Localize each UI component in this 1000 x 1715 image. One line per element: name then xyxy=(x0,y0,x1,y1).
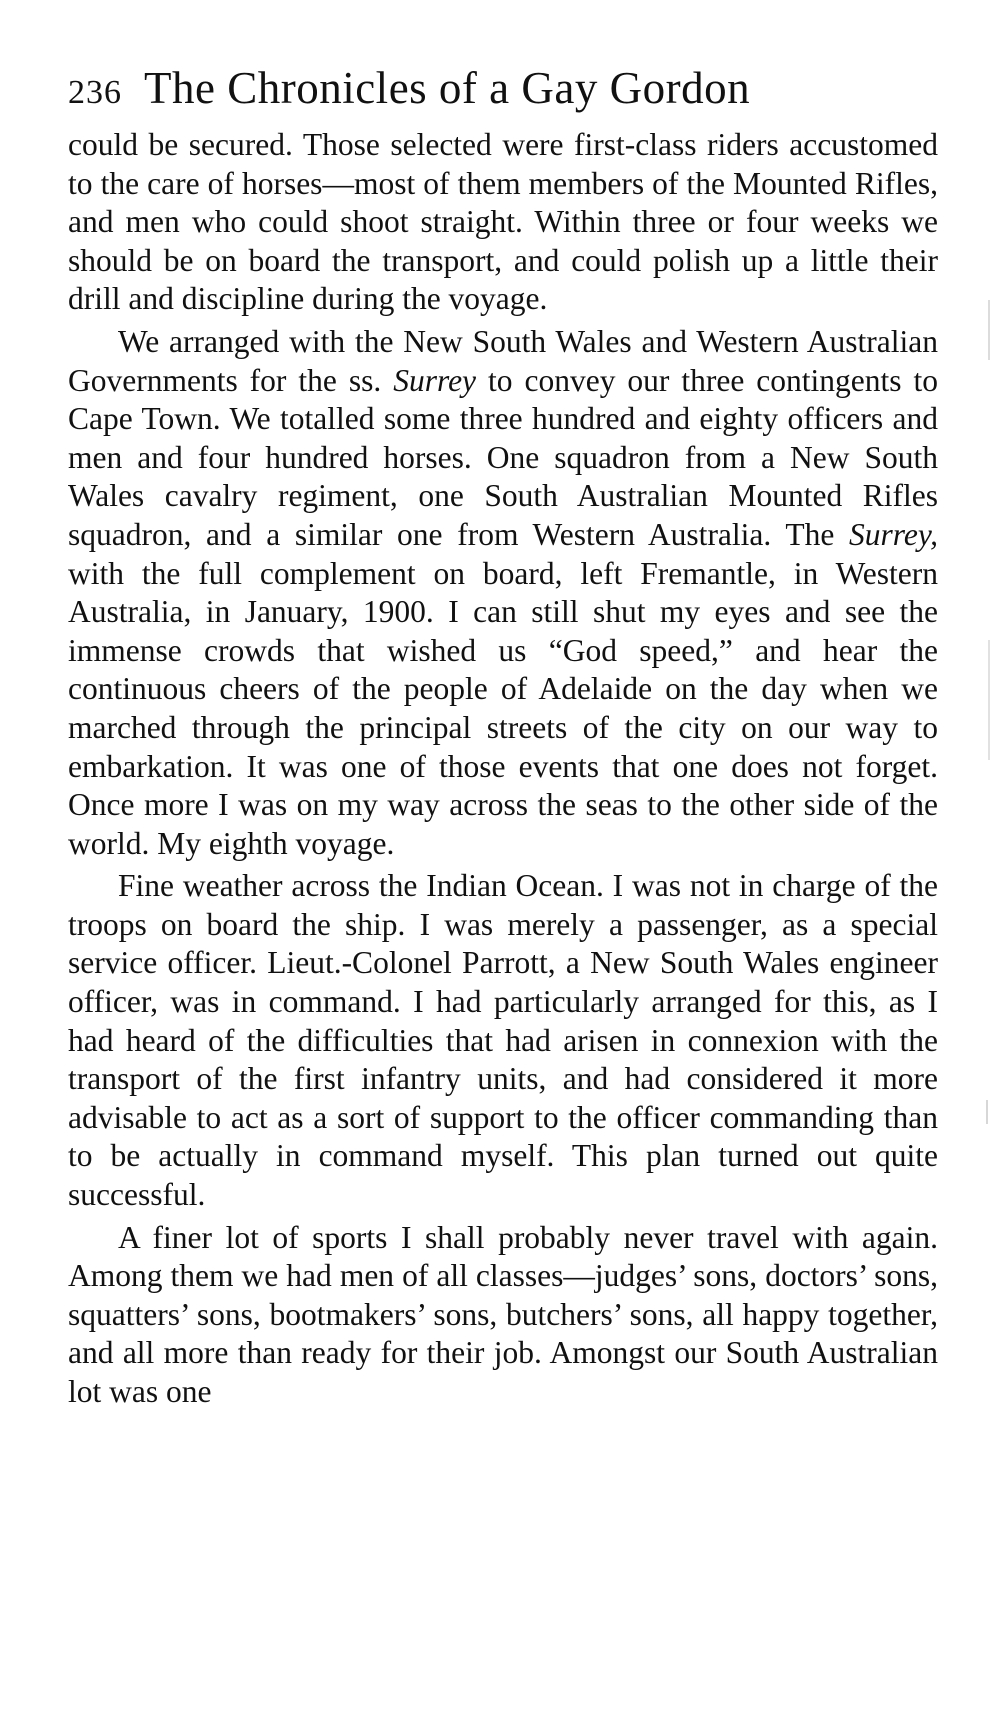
page-number: 236 xyxy=(68,74,122,111)
ship-name-italic: Surrey xyxy=(393,362,477,398)
text-segment: could be secured. Those selected were first-class riders accustomed to the care of horses—most of them members of the Mounted Rifles, and men who could shoot straight. Within three or four weeks we should be on board the transport, and could polish up a little their drill and discipline during the voyage. xyxy=(68,127,938,317)
paragraph-1 xyxy=(68,126,938,319)
text-segment: A finer lot of sports I shall probably never travel with again. Among them we had men of all classes—judges’ sons, doctors’ sons, squatters’ sons, bootmakers’ sons, butchers’ sons, all happy together, and all more than ready for their job. Amongst our South Australian lot was one xyxy=(68,1219,938,1409)
text-segment: We arranged with the New South Wales and Western Australian Governments for the ss. xyxy=(68,323,938,398)
page-header xyxy=(68,62,938,114)
text-segment: Fine weather across the Indian Ocean. I was not in charge of the troops on board the ship. I was merely a passenger, as a special service officer. Lieut.-Colonel Parrott, a New South Wales engineer officer, was in command. I had particularly arranged for this, as I had heard of the difficulties that had arisen in connexion with the transport of the first infantry units, and had considered it more advisable to act as a sort of support to the officer commanding than to be actually in command myself. This plan turned out quite successful. xyxy=(68,868,938,1213)
text-segment: with the full complement on board, left Fremantle, in Western Australia, in January, 1900. I can still shut my eyes and see the immense crowds that wished us “God speed,” and hear the continuous cheers of the people of Adelaide on the day when we marched through the principal streets of the city on our way to embarkation. It was one of those events that one does not forget. Once more I was on my way across the seas to the other side of the world. My eighth voyage. xyxy=(68,555,938,861)
paragraph-2 xyxy=(68,323,938,863)
ship-name-italic: Surrey, xyxy=(849,516,938,552)
text-segment: to convey our three contingents to Cape Town. We totalled some three hundred and eighty officers and men and four hundred horses. One squadron from a New South Wales cavalry regiment, one South Australian Mounted Rifles squadron, and a similar one from Western Australia. The xyxy=(68,362,938,552)
scan-speck xyxy=(988,300,990,360)
paragraph-4 xyxy=(68,1219,938,1412)
paragraph-3 xyxy=(68,867,938,1214)
scan-speck xyxy=(986,1100,988,1124)
running-title: The Chronicles of a Gay Gordon xyxy=(144,63,751,113)
body-text xyxy=(68,126,938,1412)
scan-speck xyxy=(988,640,990,760)
book-page xyxy=(68,62,938,1412)
